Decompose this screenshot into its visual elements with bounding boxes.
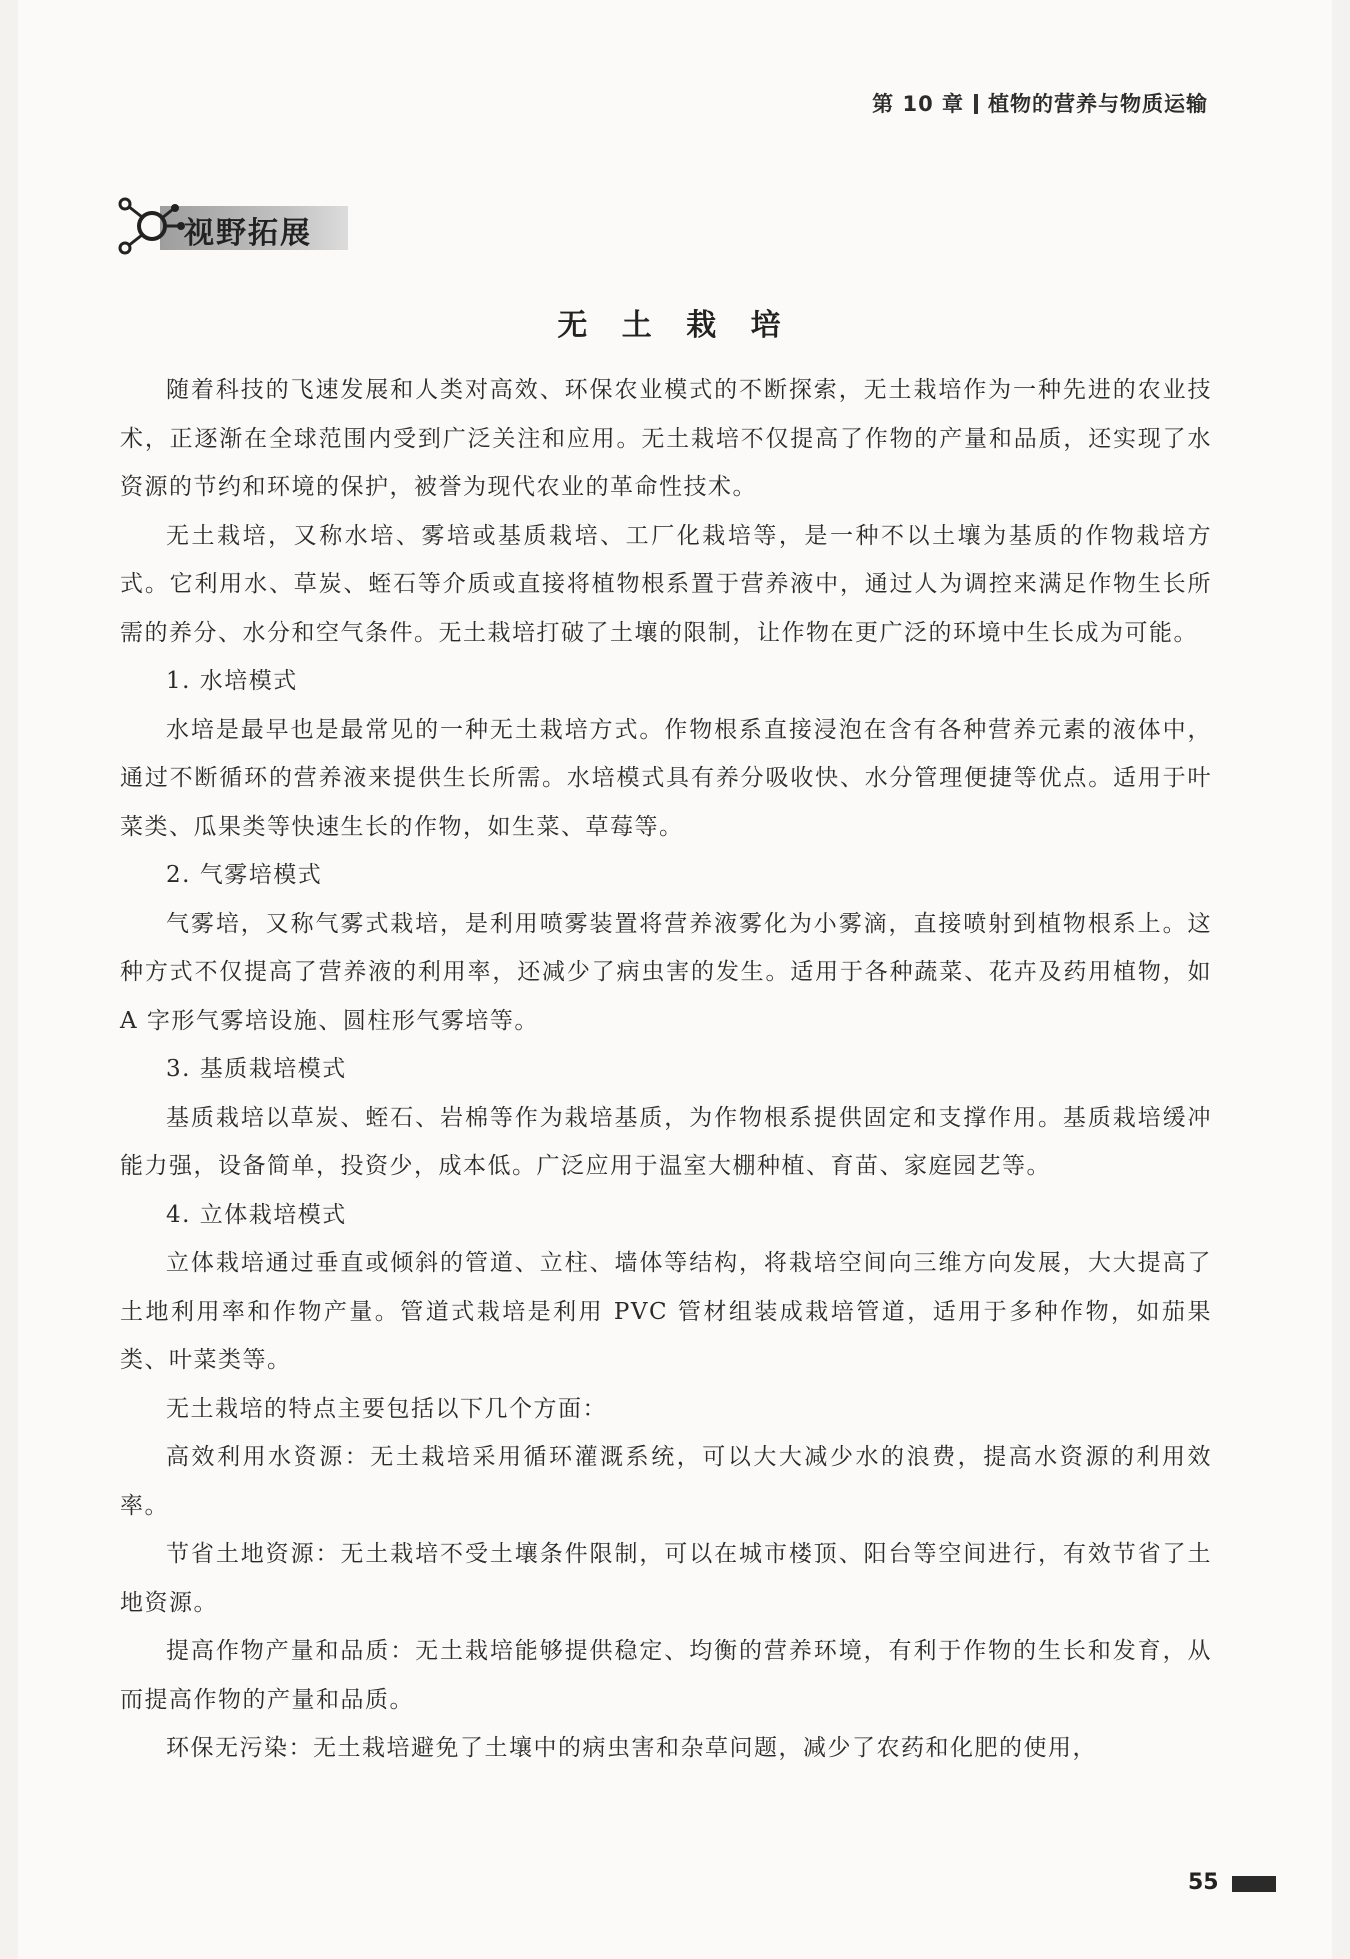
subheading: 4. 立体栽培模式 bbox=[166, 1201, 347, 1228]
header-divider bbox=[974, 94, 978, 114]
section-badge bbox=[116, 196, 356, 256]
subheading: 2. 气雾培模式 bbox=[166, 862, 323, 888]
molecule-icon bbox=[116, 196, 186, 256]
paragraph: 环保无污染：无土栽培避免了土壤中的病虫害和杂草问题，减少了农药和化肥的使用， bbox=[166, 1735, 1097, 1761]
paragraph: 提高作物产量和品质：无土栽培能够提供稳定、均衡的营养环境，有利于作物的生长和发育，从而提高作物的产量和品质。 bbox=[120, 1638, 1212, 1713]
paragraph: 水培是最早也是最常见的一种无土栽培方式。作物根系直接浸泡在含有各种营养元素的液体中，通过不断循环的营养液来提供生长所需。水培模式具有养分吸收快、水分管理便捷等优点。适用于叶菜类、瓜果类等快速生长的作物，如生菜、草莓等。 bbox=[120, 716, 1212, 840]
paragraph: 随着科技的飞速发展和人类对高效、环保农业模式的不断探索，无土栽培作为一种先进的农业技术，正逐渐在全球范围内受到广泛关注和应用。无土栽培不仅提高了作物的产量和品质，还实现了水资源的节约和环境的保护，被誉为现代农业的革命性技术。 bbox=[120, 377, 1212, 500]
subheading: 1. 水培模式 bbox=[166, 668, 298, 694]
paragraph: 无土栽培的特点主要包括以下几个方面： bbox=[166, 1395, 607, 1422]
page-number-bar bbox=[1232, 1876, 1276, 1892]
paragraph: 立体栽培通过垂直或倾斜的管道、立柱、墙体等结构，将栽培空间向三维方向发展，大大提高了土地利用率和作物产量。管道式栽培是利用 PVC 管材组装成栽培管道，适用于多种作物，如茄果类、叶菜类等。 bbox=[120, 1250, 1212, 1373]
paragraph: 高效利用水资源：无土栽培采用循环灌溉系统，可以大大减少水的浪费，提高水资源的利用效率。 bbox=[120, 1444, 1212, 1519]
section-label: 视野拓展 bbox=[184, 216, 312, 251]
article-body bbox=[120, 366, 1212, 1773]
article-title: 无 土 栽 培 bbox=[557, 308, 793, 343]
paragraph: 基质栽培以草炭、蛭石、岩棉等作为栽培基质，为作物根系提供固定和支撑作用。基质栽培缓冲能力强，设备简单，投资少，成本低。广泛应用于温室大棚种植、育苗、家庭园艺等。 bbox=[120, 1104, 1212, 1179]
paragraph: 气雾培，又称气雾式栽培，是利用喷雾装置将营养液雾化为小雾滴，直接喷射到植物根系上。这种方式不仅提高了营养液的利用率，还减少了病虫害的发生。适用于各种蔬菜、花卉及药用植物，如 A 字形气雾培设施、圆柱形气雾培等。 bbox=[120, 910, 1212, 1034]
running-header bbox=[872, 88, 1208, 118]
paragraph: 节省土地资源：无土栽培不受土壤条件限制，可以在城市楼顶、阳台等空间进行，有效节省了土地资源。 bbox=[120, 1541, 1212, 1616]
subheading: 3. 基质栽培模式 bbox=[166, 1056, 347, 1082]
page-number: 55 bbox=[1188, 1870, 1219, 1895]
chapter-number: 第 10 章 bbox=[872, 92, 964, 116]
chapter-title: 植物的营养与物质运输 bbox=[988, 92, 1208, 116]
paragraph: 无土栽培，又称水培、雾培或基质栽培、工厂化栽培等，是一种不以土壤为基质的作物栽培方式。它利用水、草炭、蛭石等介质或直接将植物根系置于营养液中，通过人为调控来满足作物生长所需的养分、水分和空气条件。无土栽培打破了土壤的限制，让作物在更广泛的环境中生长成为可能。 bbox=[120, 522, 1212, 646]
